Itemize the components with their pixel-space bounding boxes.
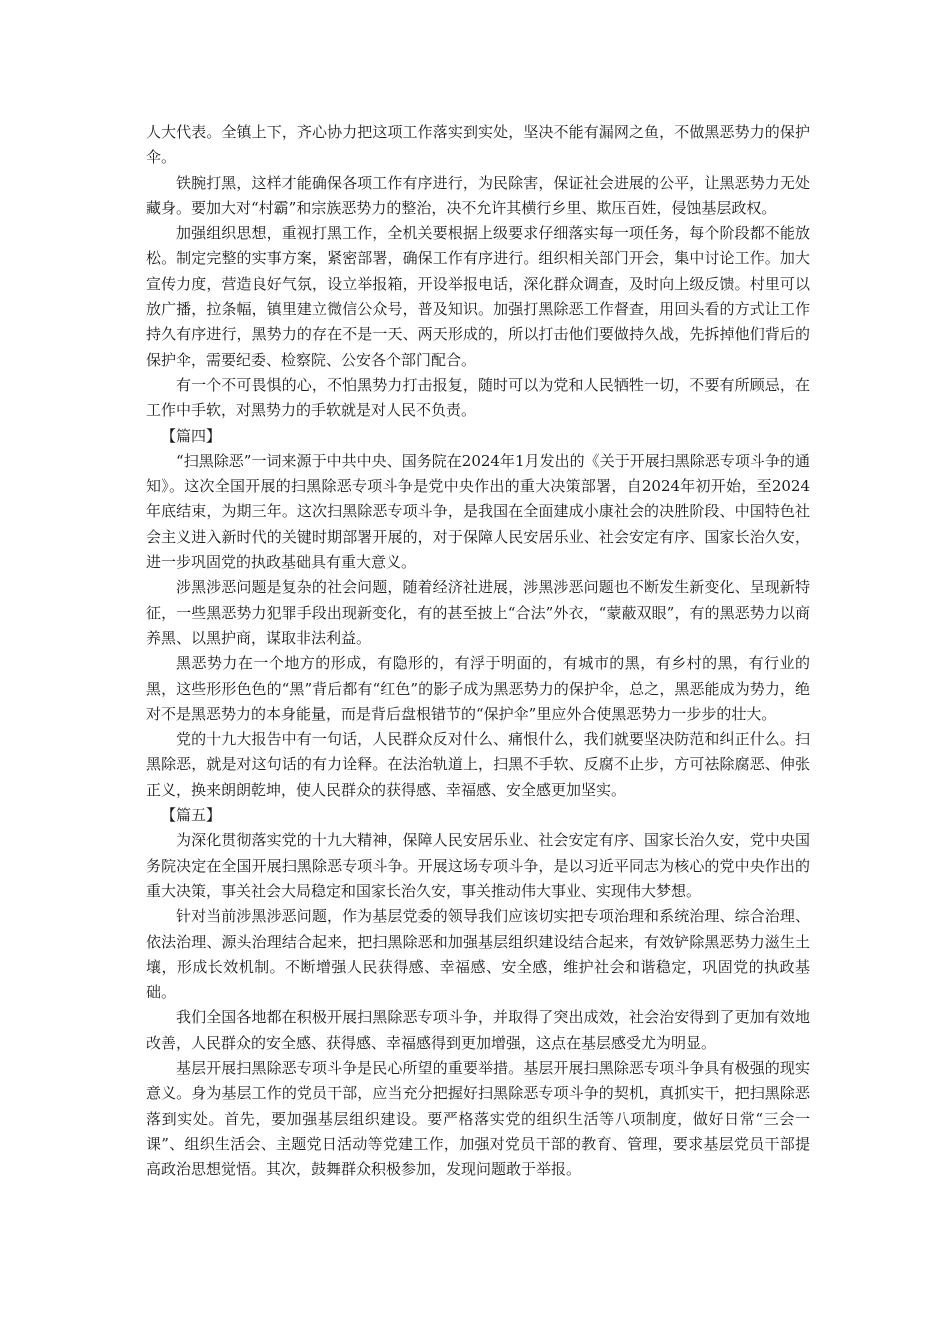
paragraph: 黑恶势力在一个地方的形成，有隐形的，有浮于明面的，有城市的黑，有乡村的黑，有行业的黑，这些形形色色的“黑”背后都有“红色”的影子成为黑恶势力的保护伞，总之，黑恶能成为势力，绝对不是黑恶势力的本身能量，而是背后盘根错节的“保护伞”里应外合使黑恶势力一步步的壮大。 xyxy=(146,654,810,723)
paragraph: 针对当前涉黑涉恶问题，作为基层党委的领导我们应该切实把专项治理和系统治理、综合治理、依法治理、源头治理结合起来，把扫黑除恶和加强基层组织建设结合起来，有效铲除黑恶势力滋生土壤，形成长效机制。不断增强人民获得感、幸福感、安全感，维护社会和谐稳定，巩固党的执政基础。 xyxy=(146,907,810,1002)
paragraph: 涉黑涉恶问题是复杂的社会问题，随着经济社进展，涉黑涉恶问题也不断发生新变化、呈现新特征，一些黑恶势力犯罪手段出现新变化，有的甚至披上“合法”外衣，“蒙蔽双眼”，有的黑恶势力以商养黑、以黑护商，谋取非法利益。 xyxy=(146,578,810,647)
paragraph: 党的十九大报告中有一句话，人民群众反对什么、痛恨什么，我们就要坚决防范和纠正什么。扫黑除恶，就是对这句话的有力诠释。在法治轨道上，扫黑不手软、反腐不止步，方可祛除腐恶、伸张正义，换来朗朗乾坤，使人民群众的获得感、幸福感、安全感更加坚实。 xyxy=(146,730,810,799)
paragraph-continued: 人大代表。全镇上下，齐心协力把这项工作落实到实处，坚决不能有漏网之鱼，不做黑恶势力的保护伞。 xyxy=(146,123,810,167)
document-body xyxy=(146,120,810,1182)
paragraph: 铁腕打黑，这样才能确保各项工作有序进行，为民除害，保证社会进展的公平，让黑恶势力无处藏身。要加大对“村霸”和宗族恶势力的整治，决不允许其横行乡里、欺压百姓，侵蚀基层政权。 xyxy=(146,173,810,217)
paragraph: “扫黑除恶”一词来源于中共中央、国务院在2024年1月发出的《关于开展扫黑除恶专项斗争的通知》。这次全国开展的扫黑除恶专项斗争是党中央作出的重大决策部署，自2024年初开始，至2024年底结束，为期三年。这次扫黑除恶专项斗争，是我国在全面建成小康社会的决胜阶段、中国特色社会主义进入新时代的关键时期部署开展的，对于保障人民安居乐业、社会安定有序、国家长治久安，进一步巩固党的执政基础具有重大意义。 xyxy=(146,451,810,572)
paragraph: 我们全国各地都在积极开展扫黑除恶专项斗争，并取得了突出成效，社会治安得到了更加有效地改善，人民群众的安全感、获得感、幸福感得到更加增强，这点在基层感受尤为明显。 xyxy=(146,1008,810,1052)
paragraph: 加强组织思想，重视打黑工作，全机关要根据上级要求仔细落实每一项任务，每个阶段都不能放松。制定完整的实事方案，紧密部署，确保工作有序进行。组织相关部门开会，集中讨论工作。加大宣传力度，营造良好气氛，设立举报箱，开设举报电话，深化群众调查，及时向上级反馈。村里可以放广播，拉条幅，镇里建立微信公众号，普及知识。加强打黑除恶工作督查，用回头看的方式让工作持久有序进行，黑势力的存在不是一天、两天形成的，所以打击他们要做持久战，先拆掉他们背后的保护伞，需要纪委、检察院、公安各个部门配合。 xyxy=(146,224,810,369)
section-heading-4: 【篇四】 xyxy=(161,426,222,445)
section-heading-5: 【篇五】 xyxy=(161,806,222,825)
paragraph: 有一个不可畏惧的心，不怕黑势力打击报复，随时可以为党和人民牺牲一切，不要有所顾忌，在工作中手软，对黑势力的手软就是对人民不负责。 xyxy=(146,375,810,420)
paragraph: 为深化贯彻落实党的十九大精神，保障人民安居乐业、社会安定有序、国家长治久安，党中央国务院决定在全国开展扫黑除恶专项斗争。开展这场专项斗争，是以习近平同志为核心的党中央作出的重大决策，事关社会大局稳定和国家长治久安，事关推动伟大事业、实现伟大梦想。 xyxy=(146,831,810,900)
paragraph: 基层开展扫黑除恶专项斗争是民心所望的重要举措。基层开展扫黑除恶专项斗争具有极强的现实意义。身为基层工作的党员干部，应当充分把握好扫黑除恶专项斗争的契机，真抓实干，把扫黑除恶落到实处。首先，要加强基层组织建设。要严格落实党的组织生活等八项制度，做好日常“三会一课”、组织生活会、主题党日活动等党建工作，加强对党员干部的教育、管理，要求基层党员干部提高政治思想觉悟。其次，鼓舞群众积极参加，发现问题敢于举报。 xyxy=(146,1058,810,1179)
